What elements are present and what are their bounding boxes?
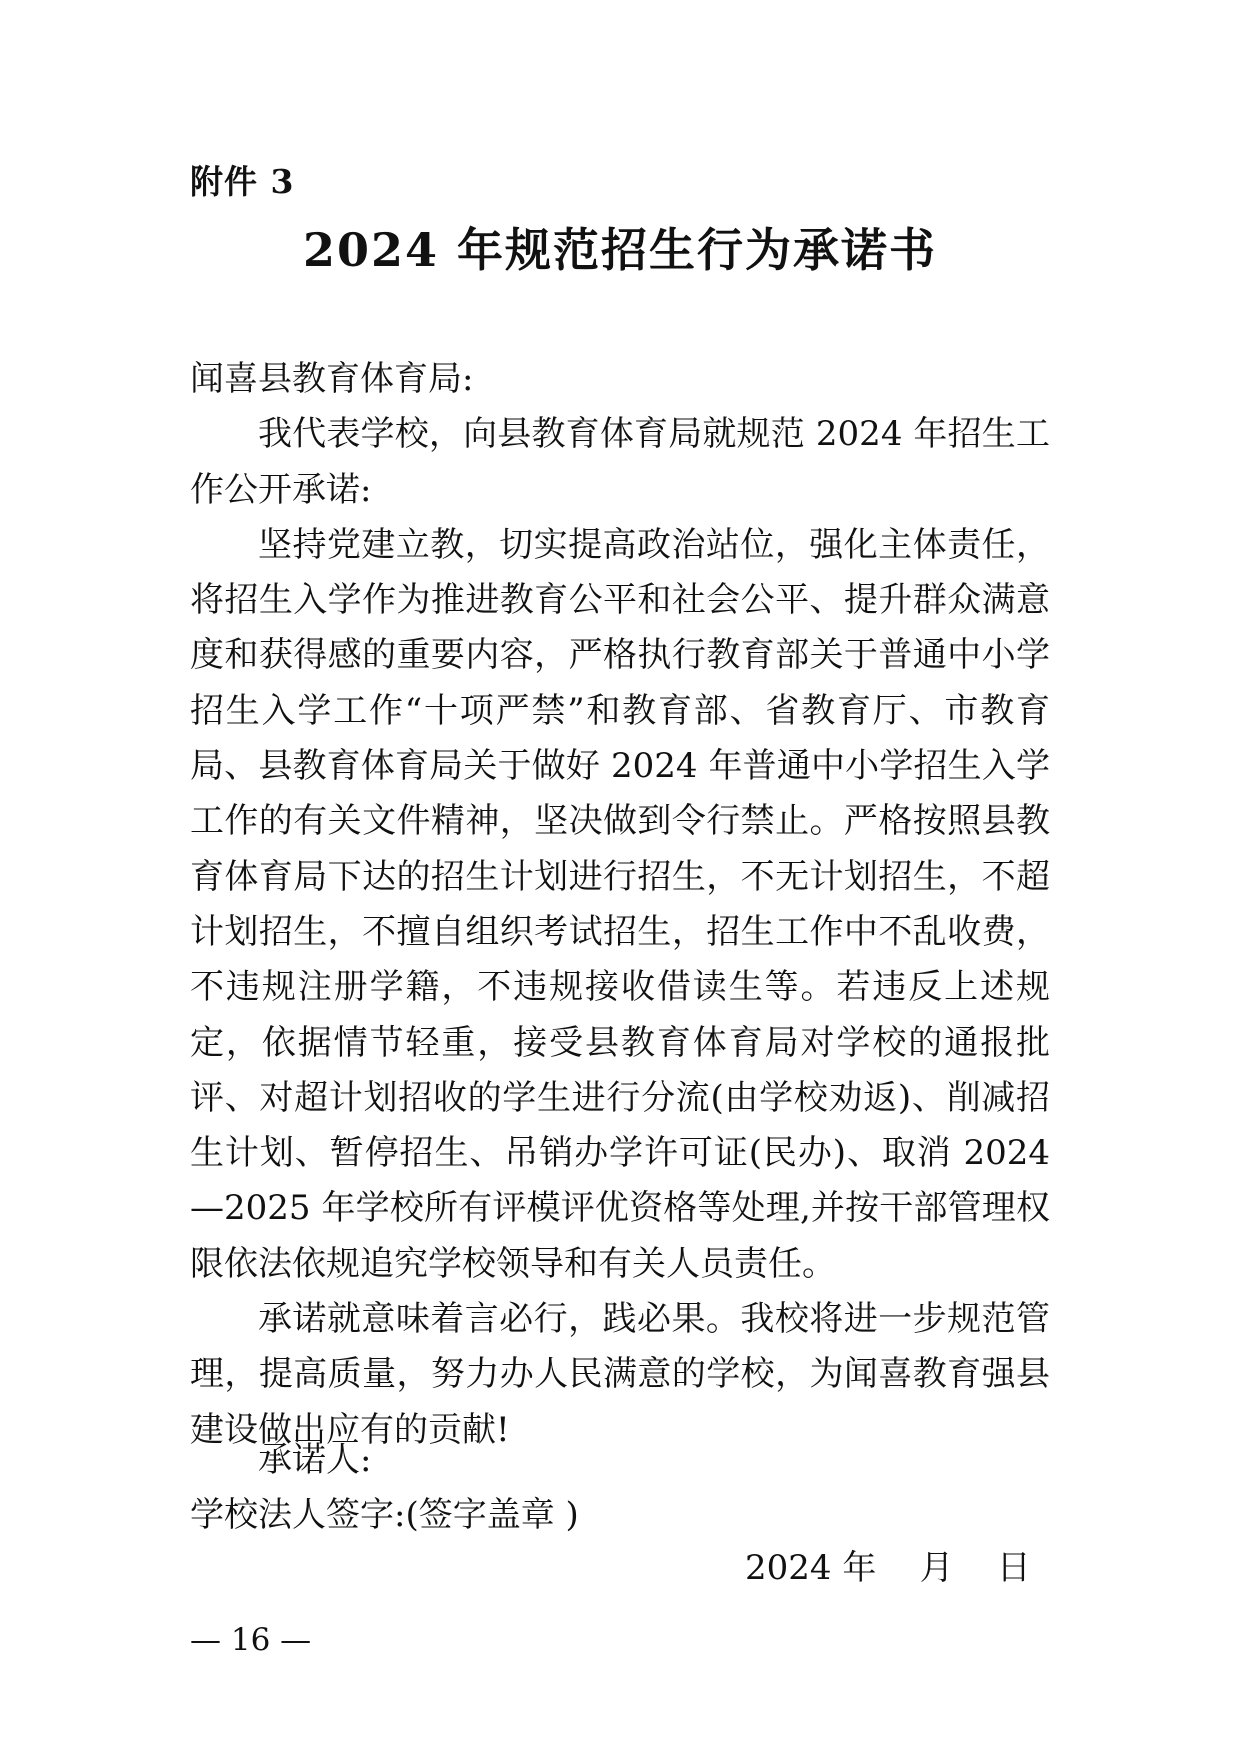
attachment-label: 附件 3 (190, 162, 295, 201)
signature-block (190, 1433, 1050, 1543)
salutation: 闻喜县教育体育局: (190, 359, 474, 399)
promisor-label: 承诺人: (258, 1440, 372, 1480)
document-title: 2024 年规范招生行为承诺书 (302, 223, 938, 277)
paragraph-commitment: 坚持党建立教，切实提高政治站位，强化主体责任，将招生入学作为推进教育公平和社会公平、提升群众满意度和获得感的重要内容，严格执行教育部关于普通中小学招生入学工作“十项严禁”和教育部、省教育厅、市教育局、县教育体育局关于做好 2024 年普通中小学招生入学工作的有关文件精神，坚决做到令行禁止。严格按照县教育体育局下达的招生计划进行招生，不无计划招生，不超计划招生，不擅自组织考试招生，招生工作中不乱收费，不违规注册学籍，不违规接收借读生等。若违反上述规定，依据情节轻重，接受县教育体育局对学校的通报批评、对超计划招收的学生进行分流(由学校劝返)、削减招生计划、暂停招生、吊销办学许可证(民办)、取消 2024—2025 年学校所有评模评优资格等处理,并按干部管理权限依法依规追究学校领导和有关人员责任。 (190, 524, 1050, 1284)
page-number: — 16 — (190, 1622, 312, 1658)
document-body (190, 352, 1050, 1458)
paragraph-intro: 我代表学校，向县教育体育局就规范 2024 年招生工作公开承诺: (190, 414, 1050, 510)
paragraph-closing: 承诺就意味着言必行，践必果。我校将进一步规范管理，提高质量，努力办人民满意的学校，为闻喜教育强县建设做出应有的贡献! (190, 1299, 1050, 1450)
signature-date: 2024 年 月 日 (745, 1548, 1031, 1588)
legal-rep-signature-label: 学校法人签字:(签字盖章 ) (190, 1495, 579, 1535)
